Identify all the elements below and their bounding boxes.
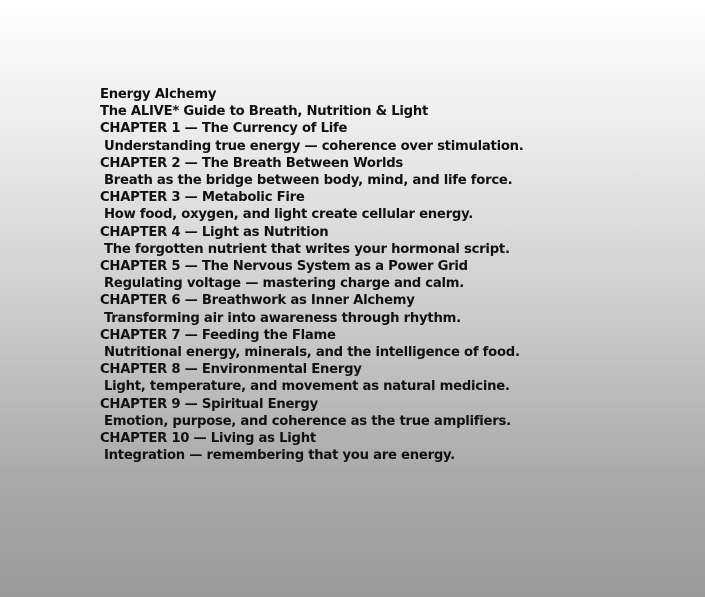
chapter-4-heading: CHAPTER 4 — Light as Nutrition [100,224,329,240]
chapter-6-subtitle: Transforming air into awareness through rhythm. [104,310,461,326]
book-title: Energy Alchemy [100,87,217,102]
chapter-10-subtitle: Integration — remembering that you are energy. [104,448,455,464]
chapter-4-subtitle: The forgotten nutrient that writes your hormonal script. [104,241,510,257]
chapter-9-subtitle: Emotion, purpose, and coherence as the true amplifiers. [104,413,511,429]
chapter-3-heading: CHAPTER 3 — Metabolic Fire [100,190,305,206]
chapter-2-subtitle: Breath as the bridge between body, mind, and life force. [104,173,513,189]
chapter-8-subtitle: Light, temperature, and movement as natural medicine. [104,379,510,395]
chapter-2-heading: CHAPTER 2 — The Breath Between Worlds [100,155,404,171]
book-subtitle: The ALIVE* Guide to Breath, Nutrition & Light [100,104,429,120]
chapter-6-heading: CHAPTER 6 — Breathwork as Inner Alchemy [100,293,415,309]
chapter-1-heading: CHAPTER 1 — The Currency of Life [100,121,348,137]
chapter-8-heading: CHAPTER 8 — Environmental Energy [100,362,362,378]
chapter-10-heading: CHAPTER 10 — Living as Light [100,431,316,447]
chapter-3-subtitle: How food, oxygen, and light create cellular energy. [104,207,473,223]
chapter-7-subtitle: Nutritional energy, minerals, and the intelligence of food. [104,345,520,361]
chapter-9-heading: CHAPTER 9 — Spiritual Energy [100,396,318,412]
chapter-7-heading: CHAPTER 7 — Feeding the Flame [100,327,336,343]
table-of-contents [100,86,690,464]
chapter-5-heading: CHAPTER 5 — The Nervous System as a Power Grid [100,259,468,275]
chapter-5-subtitle: Regulating voltage — mastering charge and calm. [104,276,465,292]
chapter-1-subtitle: Understanding true energy — coherence over stimulation. [104,138,524,154]
